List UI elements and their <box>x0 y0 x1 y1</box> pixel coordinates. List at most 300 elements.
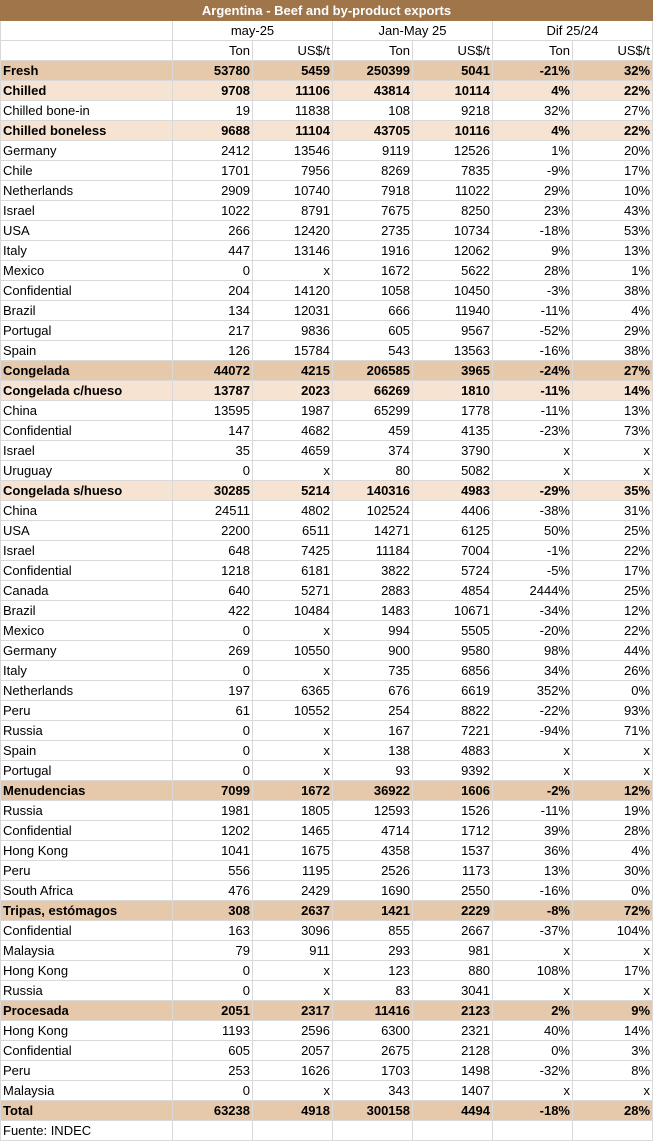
period-header-row <box>1 21 653 41</box>
value-cell: 10552 <box>253 701 333 721</box>
table-row <box>1 301 653 321</box>
value-cell: 11104 <box>253 121 333 141</box>
value-cell: x <box>253 721 333 741</box>
table-row <box>1 721 653 741</box>
value-cell: 0 <box>173 961 253 981</box>
period-jan-may-25: Jan-May 25 <box>333 21 493 41</box>
value-cell: 374 <box>333 441 413 461</box>
value-cell: 266 <box>173 221 253 241</box>
table-row <box>1 241 653 261</box>
value-cell: 72% <box>573 901 653 921</box>
table-row <box>1 521 653 541</box>
value-cell: 24511 <box>173 501 253 521</box>
row-label: Confidential <box>1 821 173 841</box>
value-cell: 39% <box>493 821 573 841</box>
value-cell: 2637 <box>253 901 333 921</box>
value-cell: 676 <box>333 681 413 701</box>
value-cell: 14271 <box>333 521 413 541</box>
value-cell: 1987 <box>253 401 333 421</box>
row-label: USA <box>1 521 173 541</box>
category-row <box>1 781 653 801</box>
row-label: Mexico <box>1 261 173 281</box>
value-cell: 13787 <box>173 381 253 401</box>
value-cell: -2% <box>493 781 573 801</box>
table-row <box>1 461 653 481</box>
category-row <box>1 1001 653 1021</box>
value-cell: 27% <box>573 101 653 121</box>
value-cell: 1% <box>573 261 653 281</box>
value-cell: 9836 <box>253 321 333 341</box>
value-cell: 10734 <box>413 221 493 241</box>
table-row <box>1 621 653 641</box>
value-cell: 8250 <box>413 201 493 221</box>
value-cell: 14120 <box>253 281 333 301</box>
value-cell: 2675 <box>333 1041 413 1061</box>
value-cell: 6125 <box>413 521 493 541</box>
value-cell: 28% <box>573 821 653 841</box>
value-cell: x <box>573 761 653 781</box>
row-label: Spain <box>1 341 173 361</box>
value-cell: -34% <box>493 601 573 621</box>
value-cell: -18% <box>493 1101 573 1121</box>
table-row <box>1 421 653 441</box>
row-label: Uruguay <box>1 461 173 481</box>
value-cell: 204 <box>173 281 253 301</box>
value-cell: 5459 <box>253 61 333 81</box>
value-cell: 4983 <box>413 481 493 501</box>
row-label: Congelada <box>1 361 173 381</box>
value-cell: 0 <box>173 661 253 681</box>
value-cell: 981 <box>413 941 493 961</box>
value-cell: 29% <box>573 321 653 341</box>
value-cell: 32% <box>493 101 573 121</box>
value-cell: -32% <box>493 1061 573 1081</box>
row-label: Russia <box>1 801 173 821</box>
value-cell: 8791 <box>253 201 333 221</box>
value-cell: 65299 <box>333 401 413 421</box>
table-row <box>1 501 653 521</box>
value-cell: 10114 <box>413 81 493 101</box>
row-label: Tripas, estómagos <box>1 901 173 921</box>
value-cell: 36% <box>493 841 573 861</box>
row-label: Israel <box>1 541 173 561</box>
value-cell: 0 <box>173 741 253 761</box>
value-cell: 880 <box>413 961 493 981</box>
value-cell: 12031 <box>253 301 333 321</box>
value-cell: 14% <box>573 381 653 401</box>
value-cell: 13% <box>493 861 573 881</box>
value-cell: 9119 <box>333 141 413 161</box>
table-row <box>1 941 653 961</box>
table-row <box>1 601 653 621</box>
value-cell: 0% <box>573 881 653 901</box>
value-cell: 9567 <box>413 321 493 341</box>
value-cell: 12% <box>573 601 653 621</box>
value-cell: 7425 <box>253 541 333 561</box>
value-cell: 61 <box>173 701 253 721</box>
value-cell: 900 <box>333 641 413 661</box>
value-cell: 9% <box>573 1001 653 1021</box>
value-cell: -3% <box>493 281 573 301</box>
value-cell: 134 <box>173 301 253 321</box>
category-row <box>1 901 653 921</box>
value-cell: 7956 <box>253 161 333 181</box>
value-cell: 2735 <box>333 221 413 241</box>
value-cell: 2200 <box>173 521 253 541</box>
value-cell: 73% <box>573 421 653 441</box>
value-cell: 7099 <box>173 781 253 801</box>
value-cell: 0 <box>173 761 253 781</box>
value-cell: x <box>573 461 653 481</box>
category-row <box>1 61 653 81</box>
value-cell: 25% <box>573 581 653 601</box>
row-label: Brazil <box>1 601 173 621</box>
value-cell: 10671 <box>413 601 493 621</box>
value-cell: 3% <box>573 1041 653 1061</box>
row-label: Malaysia <box>1 1081 173 1101</box>
value-cell: 6511 <box>253 521 333 541</box>
value-cell: x <box>493 461 573 481</box>
value-cell: 138 <box>333 741 413 761</box>
category-row <box>1 1101 653 1121</box>
value-cell: 147 <box>173 421 253 441</box>
row-label: China <box>1 401 173 421</box>
row-label: Peru <box>1 861 173 881</box>
value-cell: 2429 <box>253 881 333 901</box>
value-cell: x <box>253 961 333 981</box>
value-cell: 2550 <box>413 881 493 901</box>
value-cell: 11106 <box>253 81 333 101</box>
row-label: Fresh <box>1 61 173 81</box>
value-cell: 0 <box>173 1081 253 1101</box>
table-row <box>1 861 653 881</box>
table-row <box>1 401 653 421</box>
row-label: Confidential <box>1 561 173 581</box>
value-cell: 1701 <box>173 161 253 181</box>
value-cell: 9708 <box>173 81 253 101</box>
value-cell: x <box>573 741 653 761</box>
value-cell: 2% <box>493 1001 573 1021</box>
table-row <box>1 161 653 181</box>
value-cell: 38% <box>573 281 653 301</box>
value-cell: 0 <box>173 261 253 281</box>
value-cell: 3041 <box>413 981 493 1001</box>
unit-ton: Ton <box>333 41 413 61</box>
value-cell: x <box>253 621 333 641</box>
value-cell: 5214 <box>253 481 333 501</box>
value-cell: -16% <box>493 341 573 361</box>
value-cell: 19 <box>173 101 253 121</box>
table-row <box>1 1081 653 1101</box>
unit-ton: Ton <box>173 41 253 61</box>
row-label: Total <box>1 1101 173 1121</box>
value-cell: 31% <box>573 501 653 521</box>
value-cell: 6619 <box>413 681 493 701</box>
value-cell: 12062 <box>413 241 493 261</box>
value-cell: 50% <box>493 521 573 541</box>
value-cell: 6181 <box>253 561 333 581</box>
table-row <box>1 761 653 781</box>
value-cell: 17% <box>573 161 653 181</box>
row-label: Congelada s/hueso <box>1 481 173 501</box>
row-label: Procesada <box>1 1001 173 1021</box>
value-cell: 1218 <box>173 561 253 581</box>
value-cell: 10116 <box>413 121 493 141</box>
value-cell: -29% <box>493 481 573 501</box>
value-cell: 12420 <box>253 221 333 241</box>
value-cell: 2317 <box>253 1001 333 1021</box>
value-cell: 1483 <box>333 601 413 621</box>
value-cell: 126 <box>173 341 253 361</box>
value-cell: 11838 <box>253 101 333 121</box>
table-row <box>1 581 653 601</box>
value-cell: 38% <box>573 341 653 361</box>
category-row <box>1 481 653 501</box>
value-cell: 254 <box>333 701 413 721</box>
value-cell: 22% <box>573 621 653 641</box>
row-label: Italy <box>1 241 173 261</box>
value-cell: 308 <box>173 901 253 921</box>
value-cell: 7675 <box>333 201 413 221</box>
value-cell: 2321 <box>413 1021 493 1041</box>
value-cell: 13563 <box>413 341 493 361</box>
row-label: Italy <box>1 661 173 681</box>
value-cell: 11184 <box>333 541 413 561</box>
value-cell: 17% <box>573 961 653 981</box>
unit-ton: Ton <box>493 41 573 61</box>
value-cell: 36922 <box>333 781 413 801</box>
value-cell: 13% <box>573 401 653 421</box>
value-cell: 13595 <box>173 401 253 421</box>
value-cell: 123 <box>333 961 413 981</box>
table-row <box>1 561 653 581</box>
table-row <box>1 1041 653 1061</box>
value-cell: 293 <box>333 941 413 961</box>
value-cell: 20% <box>573 141 653 161</box>
value-cell: -9% <box>493 161 573 181</box>
value-cell: -22% <box>493 701 573 721</box>
value-cell: 1810 <box>413 381 493 401</box>
value-cell: 27% <box>573 361 653 381</box>
value-cell: 2023 <box>253 381 333 401</box>
table-row <box>1 961 653 981</box>
value-cell: 17% <box>573 561 653 581</box>
value-cell: x <box>573 441 653 461</box>
value-cell: 25% <box>573 521 653 541</box>
row-label: Chile <box>1 161 173 181</box>
row-label: Russia <box>1 981 173 1001</box>
value-cell: 994 <box>333 621 413 641</box>
row-label: Portugal <box>1 321 173 341</box>
value-cell: 167 <box>333 721 413 741</box>
row-label: South Africa <box>1 881 173 901</box>
table-row <box>1 741 653 761</box>
value-cell: 605 <box>173 1041 253 1061</box>
row-label: Confidential <box>1 1041 173 1061</box>
value-cell: -21% <box>493 61 573 81</box>
row-label: Confidential <box>1 281 173 301</box>
row-label: Menudencias <box>1 781 173 801</box>
row-label: Germany <box>1 641 173 661</box>
value-cell: -38% <box>493 501 573 521</box>
value-cell: 4682 <box>253 421 333 441</box>
value-cell: 5505 <box>413 621 493 641</box>
value-cell: 640 <box>173 581 253 601</box>
value-cell: 9688 <box>173 121 253 141</box>
unit-header-row <box>1 41 653 61</box>
table-row <box>1 881 653 901</box>
row-label: Malaysia <box>1 941 173 961</box>
table-row <box>1 701 653 721</box>
value-cell: 422 <box>173 601 253 621</box>
value-cell: 104% <box>573 921 653 941</box>
value-cell: 44% <box>573 641 653 661</box>
value-cell: 80 <box>333 461 413 481</box>
value-cell: 8822 <box>413 701 493 721</box>
value-cell: 1022 <box>173 201 253 221</box>
category-row <box>1 361 653 381</box>
value-cell: 3965 <box>413 361 493 381</box>
value-cell: 13546 <box>253 141 333 161</box>
row-label: Germany <box>1 141 173 161</box>
value-cell: 666 <box>333 301 413 321</box>
table-row <box>1 341 653 361</box>
value-cell: 2667 <box>413 921 493 941</box>
value-cell: 1202 <box>173 821 253 841</box>
table-row <box>1 821 653 841</box>
row-label: Congelada c/hueso <box>1 381 173 401</box>
value-cell: -16% <box>493 881 573 901</box>
table-row <box>1 681 653 701</box>
value-cell: 29% <box>493 181 573 201</box>
value-cell: 23% <box>493 201 573 221</box>
row-label: Chilled bone-in <box>1 101 173 121</box>
value-cell: 352% <box>493 681 573 701</box>
value-cell: x <box>493 761 573 781</box>
value-cell: 2229 <box>413 901 493 921</box>
value-cell: 0 <box>173 721 253 741</box>
value-cell: 2412 <box>173 141 253 161</box>
value-cell: 63238 <box>173 1101 253 1121</box>
value-cell: 2128 <box>413 1041 493 1061</box>
unit-usd-per-ton: US$/t <box>253 41 333 61</box>
value-cell: -18% <box>493 221 573 241</box>
table-row <box>1 841 653 861</box>
value-cell: 447 <box>173 241 253 261</box>
value-cell: 911 <box>253 941 333 961</box>
value-cell: 1981 <box>173 801 253 821</box>
row-label: Portugal <box>1 761 173 781</box>
row-label: Hong Kong <box>1 841 173 861</box>
value-cell: 6856 <box>413 661 493 681</box>
value-cell: x <box>493 441 573 461</box>
table-row <box>1 981 653 1001</box>
value-cell: 140316 <box>333 481 413 501</box>
table-row <box>1 321 653 341</box>
value-cell: 108% <box>493 961 573 981</box>
value-cell: 1195 <box>253 861 333 881</box>
value-cell: 0% <box>493 1041 573 1061</box>
value-cell: 10740 <box>253 181 333 201</box>
value-cell: 43% <box>573 201 653 221</box>
value-cell: 269 <box>173 641 253 661</box>
value-cell: 10450 <box>413 281 493 301</box>
value-cell: -94% <box>493 721 573 741</box>
value-cell: 1193 <box>173 1021 253 1041</box>
value-cell: 648 <box>173 541 253 561</box>
table-row <box>1 141 653 161</box>
value-cell: -1% <box>493 541 573 561</box>
value-cell: 2883 <box>333 581 413 601</box>
table-row <box>1 201 653 221</box>
category-row <box>1 81 653 101</box>
value-cell: 5082 <box>413 461 493 481</box>
value-cell: 12% <box>573 781 653 801</box>
value-cell: 1465 <box>253 821 333 841</box>
row-label: Spain <box>1 741 173 761</box>
value-cell: -5% <box>493 561 573 581</box>
value-cell: 11940 <box>413 301 493 321</box>
value-cell: 22% <box>573 81 653 101</box>
value-cell: 1672 <box>333 261 413 281</box>
category-row <box>1 121 653 141</box>
value-cell: 3096 <box>253 921 333 941</box>
value-cell: 605 <box>333 321 413 341</box>
value-cell: 163 <box>173 921 253 941</box>
value-cell: 1778 <box>413 401 493 421</box>
value-cell: x <box>493 1081 573 1101</box>
value-cell: x <box>573 941 653 961</box>
value-cell: 9580 <box>413 641 493 661</box>
value-cell: 7918 <box>333 181 413 201</box>
value-cell: 93% <box>573 701 653 721</box>
value-cell: x <box>493 941 573 961</box>
value-cell: 1421 <box>333 901 413 921</box>
period-dif-25-24: Dif 25/24 <box>493 21 653 41</box>
value-cell: 1690 <box>333 881 413 901</box>
value-cell: 543 <box>333 341 413 361</box>
value-cell: 11022 <box>413 181 493 201</box>
value-cell: 4% <box>573 841 653 861</box>
value-cell: 1672 <box>253 781 333 801</box>
value-cell: 1626 <box>253 1061 333 1081</box>
value-cell: x <box>253 661 333 681</box>
value-cell: 53% <box>573 221 653 241</box>
value-cell: 4854 <box>413 581 493 601</box>
value-cell: 4% <box>493 121 573 141</box>
value-cell: 1805 <box>253 801 333 821</box>
row-label: Peru <box>1 701 173 721</box>
value-cell: 9% <box>493 241 573 261</box>
table-row <box>1 281 653 301</box>
row-label: Netherlands <box>1 681 173 701</box>
source-note: Fuente: INDEC <box>1 1121 173 1141</box>
source-row <box>1 1121 653 1141</box>
value-cell: 10550 <box>253 641 333 661</box>
value-cell: 43705 <box>333 121 413 141</box>
value-cell: x <box>493 981 573 1001</box>
row-label: Peru <box>1 1061 173 1081</box>
value-cell: x <box>253 981 333 1001</box>
value-cell: 53780 <box>173 61 253 81</box>
unit-usd-per-ton: US$/t <box>573 41 653 61</box>
row-label: Brazil <box>1 301 173 321</box>
value-cell: 98% <box>493 641 573 661</box>
value-cell: 4802 <box>253 501 333 521</box>
value-cell: x <box>253 261 333 281</box>
value-cell: 4714 <box>333 821 413 841</box>
value-cell: 79 <box>173 941 253 961</box>
